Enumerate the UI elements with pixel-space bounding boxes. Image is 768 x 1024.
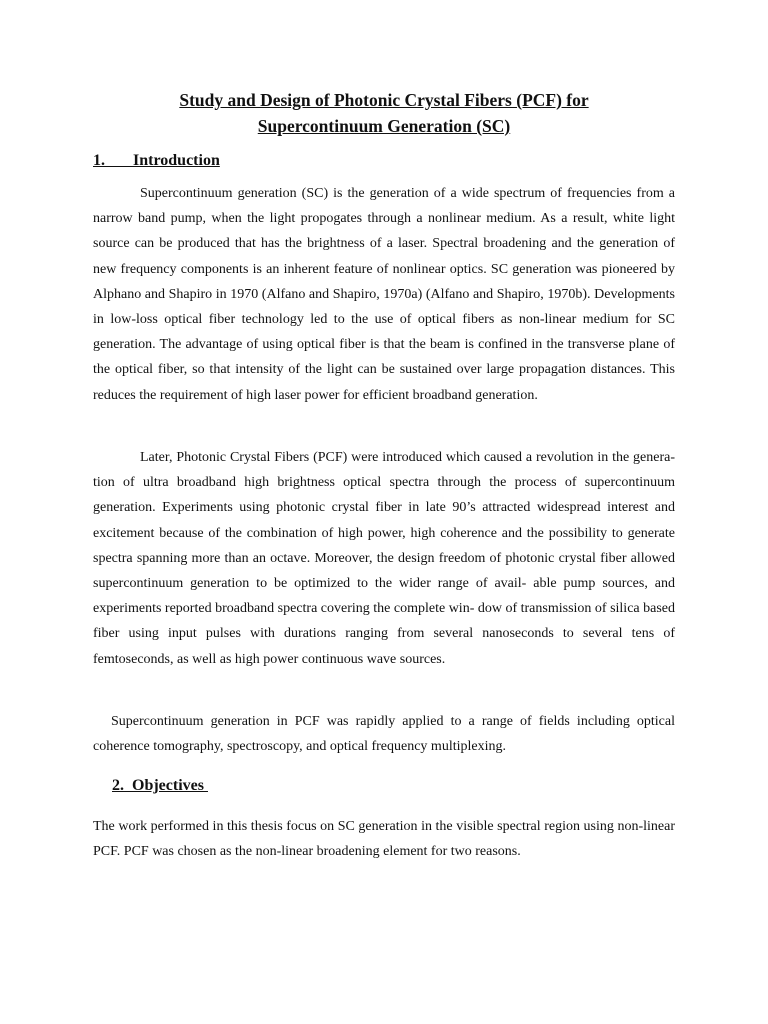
objectives-paragraph-1: The work performed in this thesis focus on SC generation in the visible spectral region using non-linear PCF. PCF was chosen as the non-linear broadening element for two reasons. bbox=[93, 819, 675, 860]
document-title-line-1: Study and Design of Photonic Crystal Fibers (PCF) for bbox=[179, 90, 589, 110]
section-heading-objectives: 2. Objectives bbox=[112, 777, 208, 794]
introduction-paragraph-1: Supercontinuum generation (SC) is the generation of a wide spectrum of frequencies from a narrow band pump, when the light propogates through a nonlinear medium. As a result, white light source can be produced that has the brightness of a laser. Spectral broadening and the generation of new frequency components is an inherent feature of nonlinear optics. SC generation was pioneered by Alphano and Shapiro in 1970 (Alfano and Shapiro, 1970a) (Alfano and Shapiro, 1970b). Developments in low-loss optical fiber technology led to the use of optical fibers as non-linear medium for SC generation. The advantage of using optical fiber is that the beam is confined in the transverse plane of the optical fiber, so that intensity of the light can be sustained over large propagation distances. This reduces the requirement of high laser power for efficient broadband generation. bbox=[93, 186, 675, 403]
document-title-line-2: Supercontinuum Generation (SC) bbox=[257, 116, 511, 136]
introduction-paragraph-3: Supercontinuum generation in PCF was rapidly applied to a range of fields including optical coherence tomography, spectroscopy, and optical frequency multiplexing. bbox=[93, 714, 675, 755]
introduction-paragraph-2: Later, Photonic Crystal Fibers (PCF) were introduced which caused a revolution in the genera- tion of ultra broadband high brightness optical spectra through the process of supercontinuum generation. Experiments using photonic crystal fiber in late 90’s attracted widespread interest and excitement because of the combination of high power, high coherence and the possibility to generate spectra spanning more than an octave. Moreover, the design freedom of photonic crystal fiber allowed supercontinuum generation to be optimized to the wider range of avail- able pump sources, and experiments reported broadband spectra covering the complete win- dow of transmission of silica based fiber using input pulses with durations ranging from several nanoseconds to several tens of femtoseconds, as well as high power continuous wave sources. bbox=[93, 450, 675, 667]
section-heading-introduction: 1. Introduction bbox=[93, 152, 220, 169]
